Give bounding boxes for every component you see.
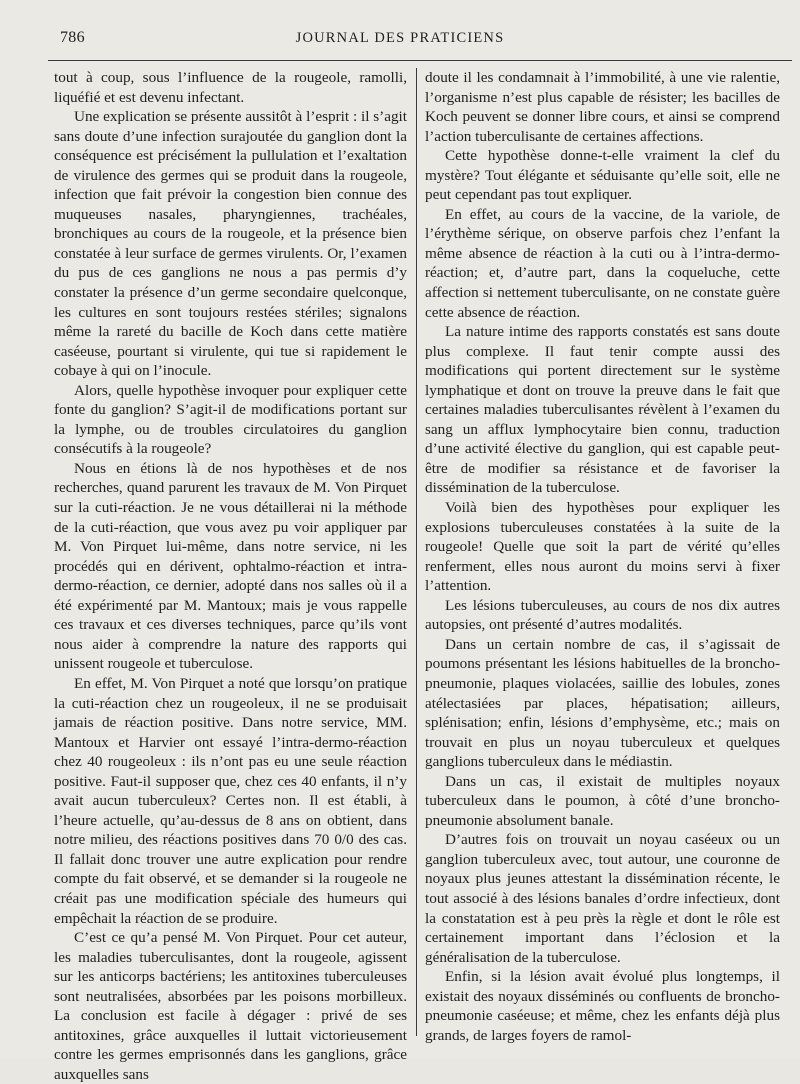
page-header (0, 29, 800, 53)
paragraph: C’est ce qu’a pensé M. Von Pirquet. Pour cet auteur, les maladies tuberculisantes, dont la rougeole, agissent sur les anticorps bactériens; les antitoxines tuberculeuses sont neutralisées, absorbées par les poisons morbilleux. La conclusion est facile à dégager : privé de ses antitoxines, grâce auxquelles il luttait victorieusement contre les germes emprisonnés dans les ganglions, grâce auxquelles sans (54, 929, 407, 1083)
paragraph: En effet, M. Von Pirquet a noté que lorsqu’on pratique la cuti-réaction chez un rougeoleux, il ne se produisait jamais de réaction positive. Dans notre service, MM. Mantoux et Harvier ont essayé l’intra-dermo-réaction chez 40 rougeoleux : ils n’ont pas eu une seule réaction positive. Faut-il supposer que, chez ces 40 enfants, il n’y avait aucun tuberculeux? Certes non. Il est établi, à l’heure actuelle, qu’au-dessus de 8 ans on obtient, dans notre milieu, des réactions positives dans 70 0/0 des cas. Il fallait donc trouver une autre explication pour rendre compte du fait observé, et se demander si la rougeole ne créait pas une modification spéciale des humeurs qui empêchait la réaction de se produire. (54, 674, 407, 927)
paragraph: En effet, au cours de la vaccine, de la variole, de l’érythème sérique, on observe parfois chez l’enfant la même absence de réaction à la cuti ou à l’intra-dermo-réaction; et, d’autre part, dans la coqueluche, cette affection si nettement tuberculisante, on ne constate guère cette absence de réaction. (425, 205, 780, 321)
paragraph: Les lésions tuberculeuses, au cours de nos dix autres autopsies, ont présenté d’autres modalités. (425, 596, 780, 634)
journal-title: JOURNAL DES PRATICIENS (295, 30, 505, 46)
page-number: 786 (60, 29, 85, 46)
paragraph: Alors, quelle hypothèse invoquer pour expliquer cette fonte du ganglion? S’agit-il de modifications portant sur la lymphe, ou de troubles circulatoires du ganglion consécutifs à la rougeole? (54, 381, 407, 458)
left-column (54, 68, 407, 1084)
right-column (425, 68, 780, 1045)
paragraph: Dans un cas, il existait de multiples noyaux tuberculeux dans le poumon, à côté d’une broncho-pneumonie absolument banale. (425, 772, 780, 829)
header-rule (48, 60, 792, 61)
paragraph: doute il les condamnait à l’immobilité, à une vie ralentie, l’organisme n’est plus capable de résister; les bacilles de Koch peuvent se donner libre cours, et ainsi se comprend l’action tuberculisante de certaines affections. (425, 69, 780, 145)
paragraph: Voilà bien des hypothèses pour expliquer les explosions tuberculeuses constatées à la suite de la rougeole! Quelle que soit la part de vérité qu’elles renferment, elles nous auront du moins servi à fixer l’attention. (425, 499, 780, 595)
paragraph: D’autres fois on trouvait un noyau caséeux ou un ganglion tuberculeux avec, tout autour, une couronne de noyaux plus jeunes attestant la dissémination récente, le tout associé à des lésions banales d’ordre infectieux, dont la constatation est à peu près la règle et dont le rôle est certainement important dans l’éclosion et la généralisation de la tuberculose. (425, 831, 780, 966)
column-divider (416, 68, 417, 1036)
paragraph: Une explication se présente aussitôt à l’esprit : il s’agit sans doute d’une infection surajoutée du ganglion dont la conséquence est précisément la pullulation et l’exaltation de virulence des germes qui se produit dans la rougeole, infection que fait prévoir la congestion bien connue des muqueuses nasales, pharyngiennes, trachéales, bronchiques au cours de la rougeole, et la présence bien constatée à leur surface de germes virulents. Or, l’examen du pus de ces ganglions ne nous a pas permis d’y constater la présence d’un germe secondaire quelconque, les cultures en sont toujours restées stériles; signalons même la rareté du bacille de Koch dans cette matière caséeuse, pourtant si virulente, qui tue si rapidement le cobaye à qui on l’inocule. (54, 108, 407, 380)
paragraph: Cette hypothèse donne-t-elle vraiment la clef du mystère? Tout élégante et séduisante qu’elle soit, elle ne peut cependant pas tout expliquer. (425, 147, 780, 204)
paragraph: Dans un certain nombre de cas, il s’agissait de poumons présentant les lésions habituelles de la broncho-pneumonie, plaques violacées, saillie des lobules, zones atélectasiées par places, hépatisation; ailleurs, splénisation; enfin, lésions d’emphysème, etc.; mais on trouvait en plus un noyau tuberculeux et quelques ganglions tuberculeux dans le médiastin. (425, 635, 780, 771)
paragraph: La nature intime des rapports constatés est sans doute plus complexe. Il faut tenir compte aussi des modifications qui portent directement sur le système lymphatique et dont on trouve la preuve dans le fait que certaines maladies tuberculisantes révèlent à l’examen du sang un afflux lymphocytaire bien connu, traduction d’une activité élective du ganglion, qui est capable peut-être de modifier sa résistance et de favoriser la dissémination de la tuberculose. (425, 323, 780, 497)
paragraph: tout à coup, sous l’influence de la rougeole, ramolli, liquéfié et est devenu infectant. (54, 69, 407, 106)
paragraph: Enfin, si la lésion avait évolué plus longtemps, il existait des noyaux disséminés ou confluents de broncho-pneumonie caséeuse; et même, chez les enfants déjà plus grands, de larges foyers de ramol- (425, 968, 780, 1044)
paragraph: Nous en étions là de nos hypothèses et de nos recherches, quand parurent les travaux de M. Von Pirquet sur la cuti-réaction. Je ne vous détaillerai ni la méthode de la cuti-réaction, que vous avez pu voir appliquer par M. Von Pirquet lui-même, dans notre service, ni les procédés qui en dérivent, ophtalmo-réaction et intra-dermo-réaction, ce dernier, adopté dans nos salles où il a été expérimenté par M. Mantoux; mais je vous rappelle ces travaux et ces diverses techniques, parce qu’ils vont nous aider à comprendre la nature des rapports qui unissent rougeole et tuberculose. (54, 459, 407, 673)
